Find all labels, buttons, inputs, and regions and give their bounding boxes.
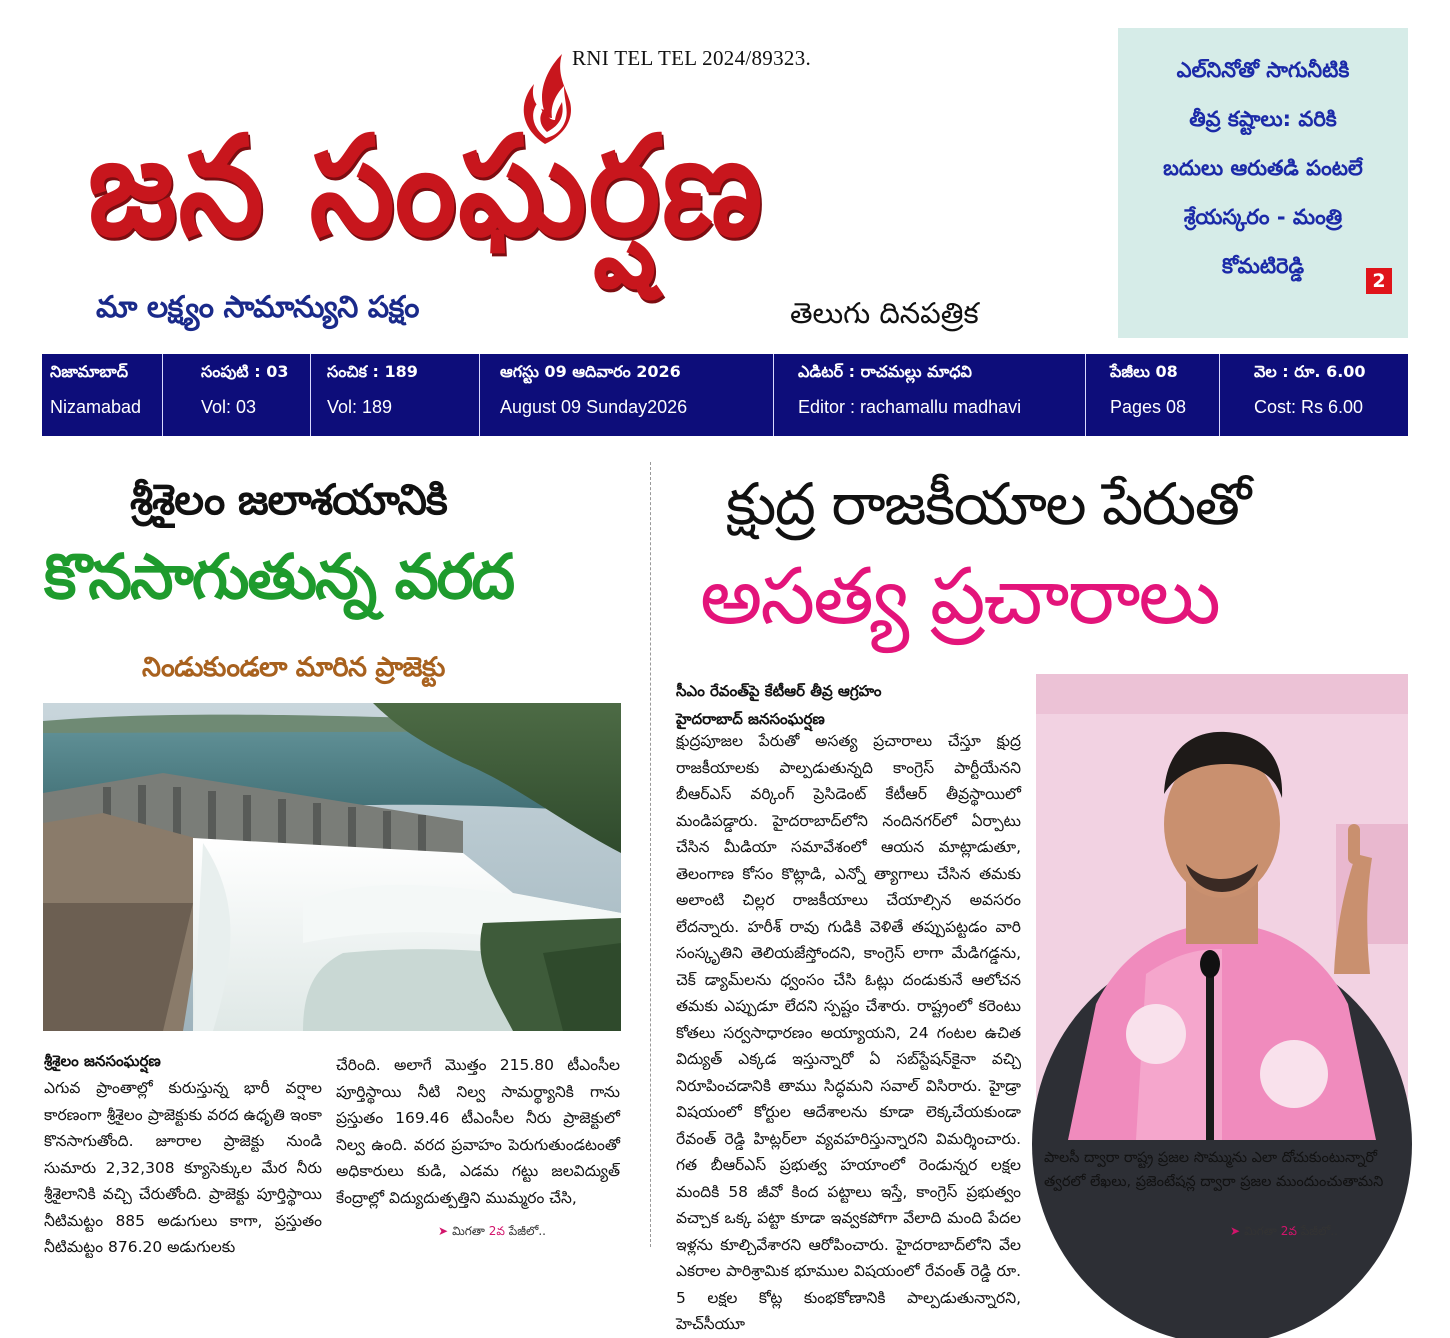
continued-page: 2వ [488,1224,505,1238]
right-story-body: క్షుద్రపూజల పేరుతో అసత్య ప్రచారాలు చేస్తూ క్షుద్ర రాజకీయాలకు పాల్పడుతున్నది కాంగ్రెస్ పార్టీయేనని బీఆర్ఎస్ వర్కింగ్ ప్రెసిడెంట్ కేటీఆర్ తీవ్రస్థాయిలో మండిపడ్డారు. హైదరాబాద్‌లోని నందినగర్‌లో ఏర్పాటు చేసిన మీడియా సమావేశంలో ఆయన మాట్లాడుతూ, తెలంగాణ కోసం కొట్లాడి, ఎన్నో త్యాగాలు చేసిన తమకు అలాంటి చిల్లర రాజకీయాలు చేయాల్సిన అవసరం లేదన్నారు. హరీశ్ రావు గుడికి వెళితే తప్పుపట్టడం వారి సంస్కృతిని తెలియజేస్తోందని, కాంగ్రెస్ లాగా మేడిగడ్డను, చెక్ డ్యామ్‌లను ధ్వంసం చేసి ఓట్లు దండుకునే ఆలోచన తమకు ఎప్పుడూ లేదని స్పష్టం చేశారు. రాష్ట్రంలో కరెంటు కోతలు సర్వసాధారణం అయ్యాయని, 24 గంటల ఉచిత విద్యుత్ ఎక్కడ ఇస్తున్నారో ఏ సబ్‌స్టేషన్‌కైనా వచ్చి నిరూపించడానికి తాము సిద్ధమని సవాల్ విసిరారు. హైడ్రా విషయంలో కోర్టుల ఆదేశాలను కూడా లెక్కచేయకుండా రేవంత్ రెడ్డి హిట్లర్‌లా వ్యవహరిస్తున్నారని విమర్శించారు. గత బీఆర్ఎస్ ప్రభుత్వ హయాంలో రెండున్నర లక్షల మందికి 58 జీవో కింద పట్టాలు ఇస్తే, కాంగ్రెస్ ప్రభుత్వం వచ్చాక ఒక్క పట్టా కూడా ఇవ్వకపోగా వేలాది మంది పేదల ఇళ్లను కూల్చివేశారని ఆరోపించారు. హైదరాబాద్‌లోని వేల ఎకరాల పారిశ్రామిక భూముల విషయంలో రేవంత్ రెడ్డి రూ. 5 లక్షల కోట్ల కుంభకోణానికి పాల్పడుతున్నారని, హెచ్‌సీయూ [676,732,1021,1333]
left-story-continued-link[interactable] [438,1224,546,1241]
place-english: Nizamabad [50,397,142,417]
date-english: August 09 Sunday2026 [500,397,688,417]
masthead-tagline: మా లక్ష్యం సామాన్యుని పక్షం [96,290,419,325]
continued-suffix: పేజీలో.. [508,1224,546,1238]
right-story-dateline: హైదరాబాద్ జనసంఘర్షణ [676,710,825,728]
left-story-body-column-2: చేరింది. అలాగే మొత్తం 215.80 టీఎంసీల పూర్తిస్థాయి నీటి నిల్వ సామర్థ్యానికి గాను ప్రస్తుతం 169.46 టీఎంసీల నీరు ప్రాజెక్టులో నిల్వ ఉంది. వరద ప్రవాహం పెరుగుతుండటంతో అధికారులు కుడి, ఎడమ గట్టు జలవిద్యుత్ కేంద్రాల్లో విద్యుదుత్పత్తిని ముమ్మరం చేసి, [336,1056,620,1207]
right-story-continued-link[interactable] [1230,1224,1338,1241]
issue-cell [311,354,480,436]
right-story-subhead: సీఎం రేవంత్‌పై కేటీఆర్ తీవ్ర ఆగ్రహం [676,682,882,700]
continued-label: మిగతా [452,1224,485,1238]
speaker-press-photo[interactable] [1036,674,1408,1140]
issue-info-bar [42,354,1408,436]
left-story-dateline: శ్రీశైలం జనసంఘర్షణ [44,1052,161,1070]
teaser-line: బదులు ఆరుతడి పంటలే [1163,156,1363,180]
teaser-page-badge: 2 [1366,268,1392,294]
teaser-line: తీవ్ర కష్టాలు: వరికి [1189,107,1337,131]
date-cell [480,354,774,436]
pages-cell [1086,354,1220,436]
price-telugu: వెల : రూ. 6.00 [1254,362,1366,381]
editor-telugu: ఎడిటర్ : రాచమల్లు మాధవి [798,362,972,381]
volume-telugu: సంపుటి : 03 [201,362,289,381]
price-cell [1220,354,1408,436]
photo-caption: పాలసీ ద్వారా రాష్ట్ర ప్రజల సొమ్మును ఎలా దోచుకుంటున్నారో త్వరలో లేఖలు, ప్రజెంటేషన్ల ద్వారా ప్రజల ముందుంచుతామని [1044,1150,1384,1190]
left-story-headline[interactable]: కొనసాగుతున్న వరద [44,540,514,613]
daily-label: తెలుగు దినపత్రిక [790,296,979,330]
pages-telugu: పేజీలు 08 [1110,362,1178,381]
pages-english: Pages 08 [1110,397,1187,417]
volume-english: Vol: 03 [201,397,257,417]
continued-suffix: పేజీలో.. [1300,1224,1338,1238]
date-telugu: ఆగస్టు 09 ఆదివారం 2026 [500,362,681,381]
left-story-body-column-1: ఎగువ ప్రాంతాల్లో కురుస్తున్న భారీ వర్షాల కారణంగా శ్రీశైలం ప్రాజెక్టుకు వరద ఉధృతి ఇంకా కొనసాగుతోంది. జూరాల ప్రాజెక్టు నుండి సుమారు 2,32,308 క్యూసెక్కుల మేర నీరు శ్రీశైలానికి వచ్చి చేరుతోంది. ప్రాజెక్టు పూర్తిస్థాయి నీటిమట్టం 885 అడుగులు కాగా, ప్రస్తుతం నీటిమట్టం 876.20 అడుగులకు [44,1079,322,1256]
arrow-right-icon: ➤ [1230,1224,1241,1238]
teaser-box[interactable] [1118,28,1408,338]
price-english: Cost: Rs 6.00 [1254,397,1364,417]
continued-label: మిగతా [1244,1224,1277,1238]
right-story-headline[interactable]: అసత్య ప్రచారాలు [700,552,1219,642]
place-telugu: నిజామాబాద్ [50,362,128,381]
newspaper-title: జన సంఘర్షణ [88,106,765,267]
left-story-kicker: శ్రీశైలం జలాశయానికి [130,475,447,524]
teaser-line: కోమటిరెడ్డి [1221,254,1305,278]
editor-cell [774,354,1086,436]
arrow-right-icon: ➤ [438,1224,449,1238]
volume-cell [163,354,311,436]
right-story-kicker: క్షుద్ర రాజకీయాల పేరుతో [726,470,1250,538]
issue-telugu: సంచిక : 189 [327,362,418,381]
editor-english: Editor : rachamallu madhavi [798,397,1022,417]
issue-english: Vol: 189 [327,397,393,417]
teaser-line: ఎల్‌నినోతో సాగునీటికి [1176,58,1350,82]
continued-page: 2వ [1280,1224,1297,1238]
teaser-line: శ్రేయస్కరం - మంత్రి [1183,205,1343,229]
srisailam-dam-photo[interactable] [43,703,621,1031]
rni-number: RNI TEL TEL 2024/89323. [572,46,812,70]
place-cell [42,354,163,436]
column-divider [650,462,651,1247]
left-story-deck: నిండుకుండలా మారిన ప్రాజెక్టు [142,652,445,683]
